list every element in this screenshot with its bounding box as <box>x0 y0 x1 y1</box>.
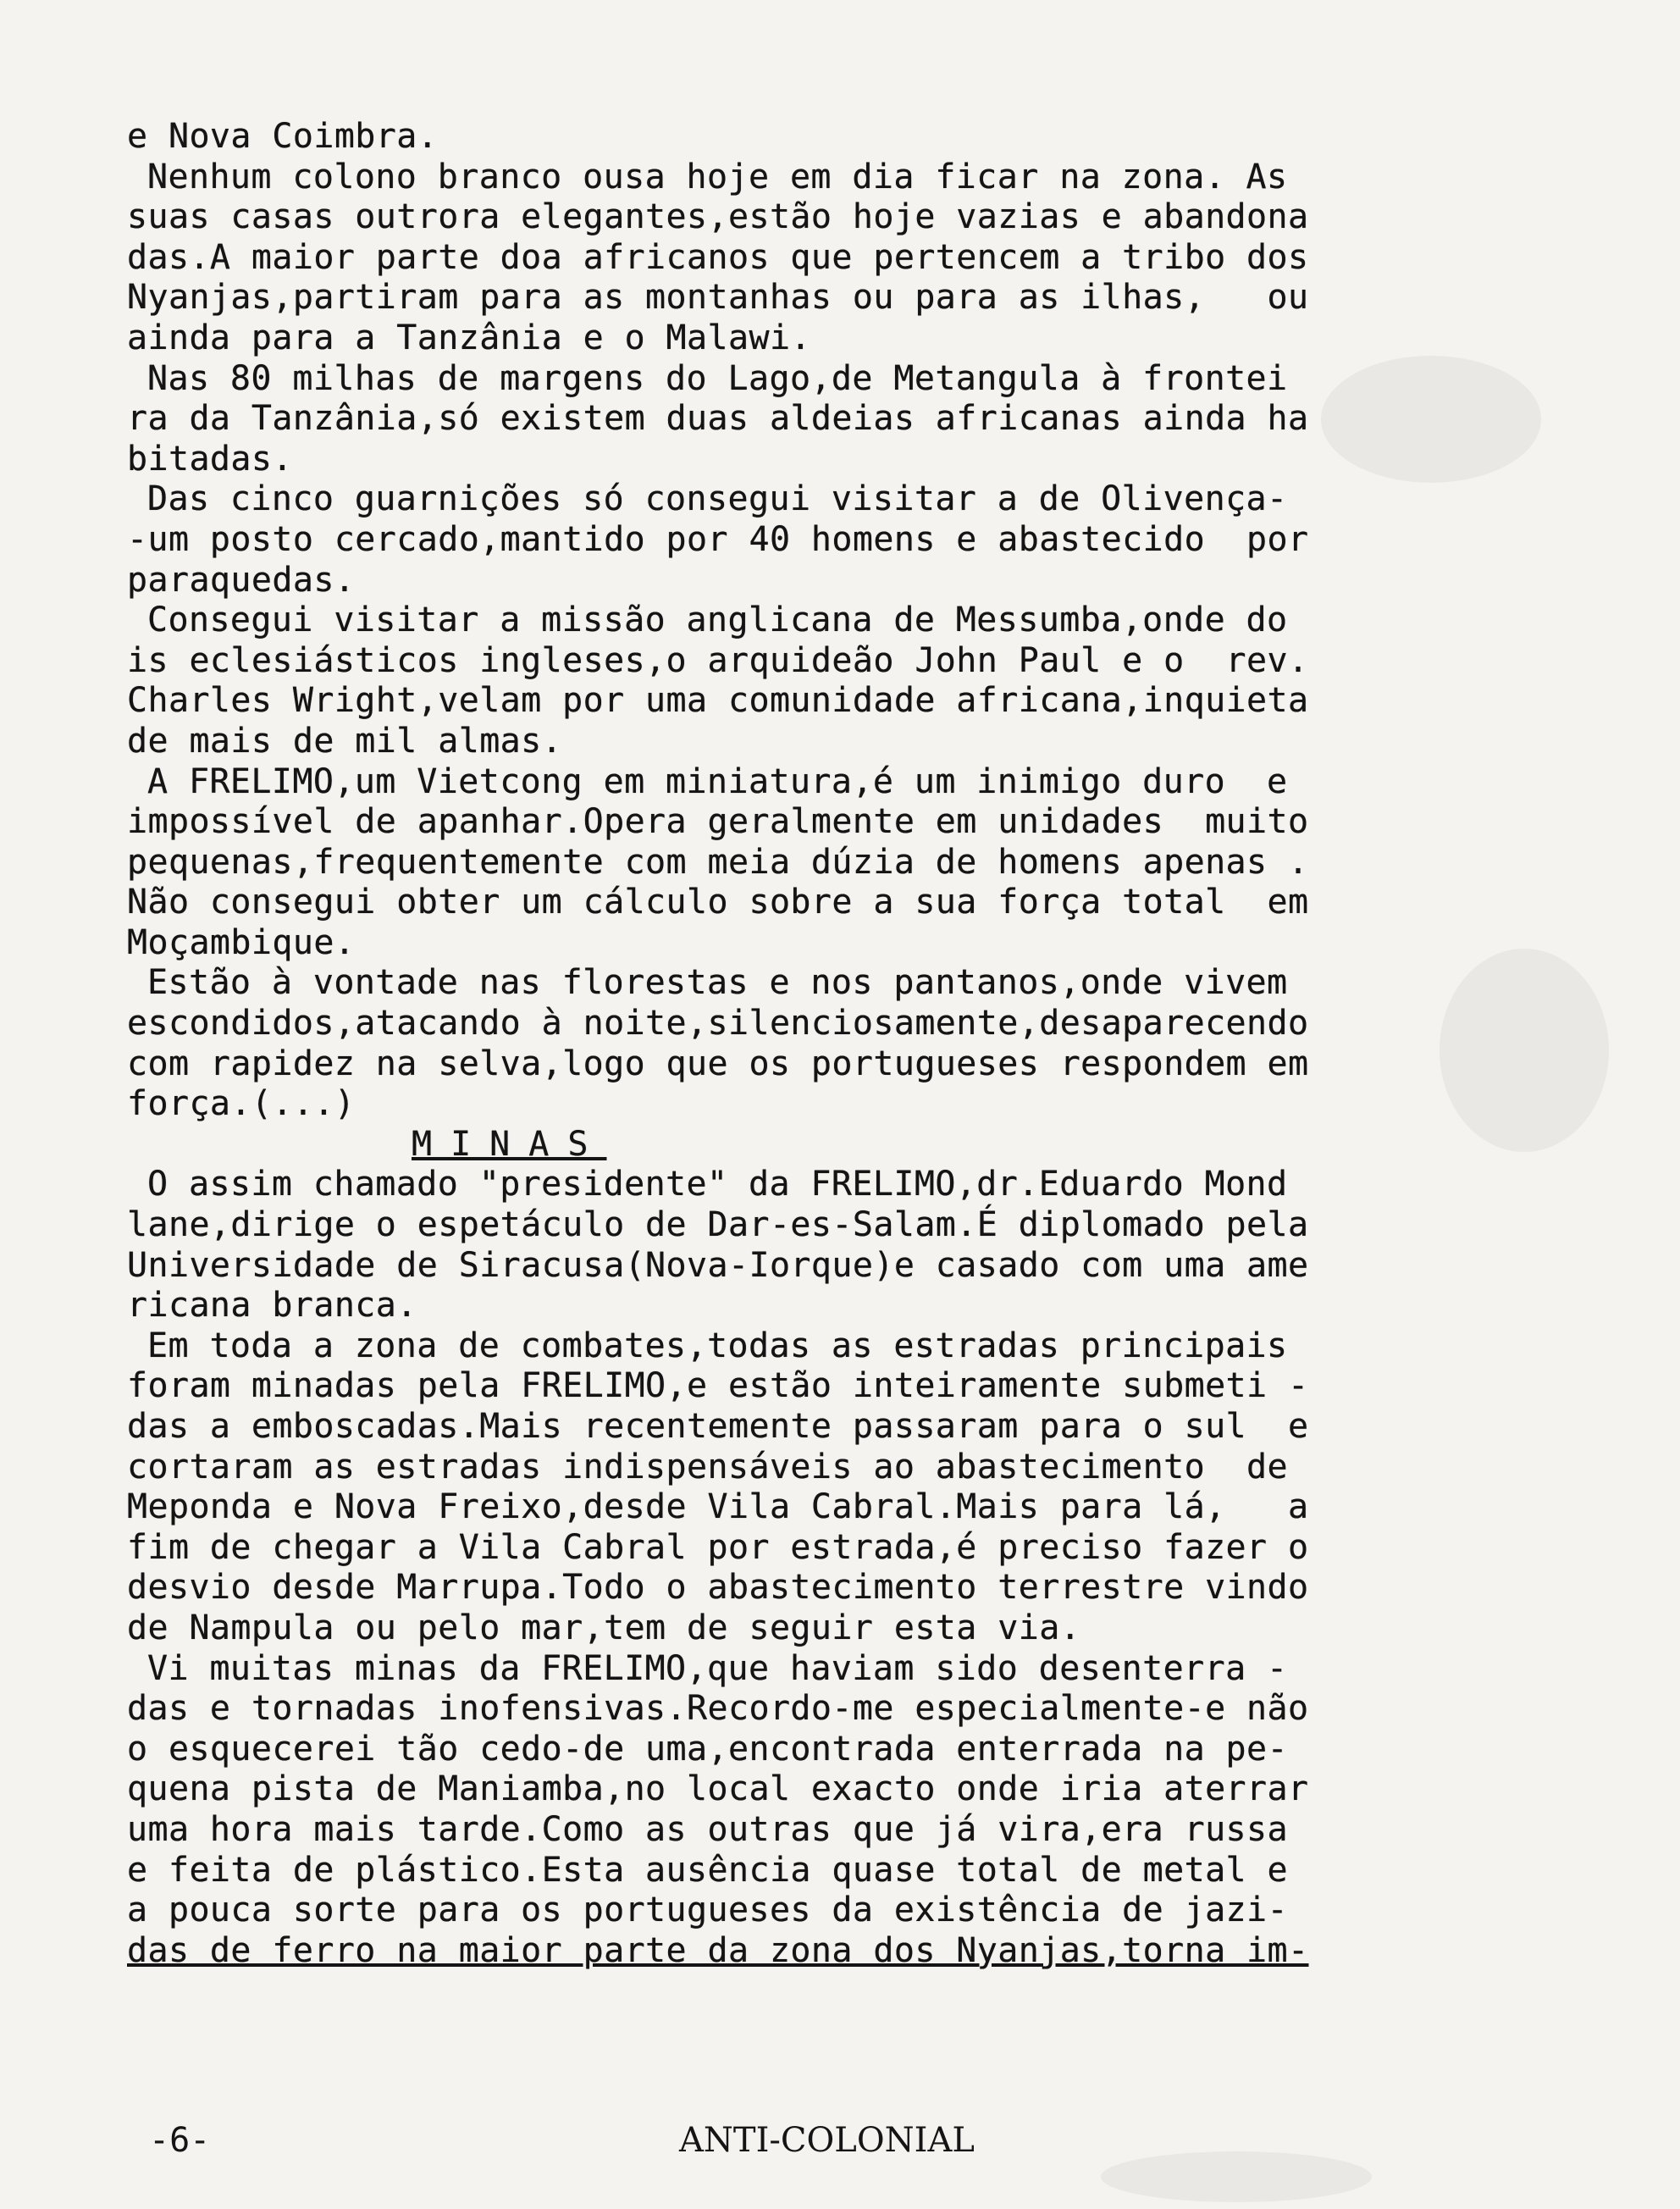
page-number: -6- <box>149 2121 211 2160</box>
text-line: Das cinco guarnições só consegui visitar a de Olivença- <box>147 479 1288 519</box>
text-line: Não consegui obter um cálculo sobre a sua força total em <box>127 883 1309 922</box>
text-line: escondidos,atacando à noite,silenciosamente,desaparecendo <box>127 1004 1309 1044</box>
text-line: A FRELIMO,um Vietcong em miniatura,é um inimigo duro e <box>147 761 1288 801</box>
page-footer <box>149 2122 1550 2159</box>
text-line: das de ferro na maior parte da zona dos Nyanjas,torna im- <box>127 1930 1309 1970</box>
text-line: fim de chegar a Vila Cabral por estrada,é preciso fazer o <box>127 1527 1309 1567</box>
text-line: lane,dirige o espetáculo de Dar-es-Salam.É diplomado pela <box>127 1205 1309 1245</box>
text-line: com rapidez na selva,logo que os portugueses respondem em <box>127 1044 1309 1083</box>
paper-stain <box>1101 2151 1372 2202</box>
text-line: Em toda a zona de combates,todas as estradas principais <box>147 1326 1288 1365</box>
text-line: O assim chamado "presidente" da FRELIMO,dr.Eduardo Mond <box>147 1165 1288 1204</box>
text-line: de Nampula ou pelo mar,tem de seguir esta via. <box>127 1608 1081 1647</box>
text-line: das a emboscadas.Mais recentemente passaram para o sul e <box>127 1407 1309 1446</box>
text-line: Universidade de Siracusa(Nova-Iorque)e casado com uma ame <box>127 1245 1309 1285</box>
text-line: ra da Tanzânia,só existem duas aldeias africanas ainda ha <box>127 399 1309 439</box>
text-line: das e tornadas inofensivas.Recordo-me especialmente-e não <box>127 1689 1309 1729</box>
text-line: Nas 80 milhas de margens do Lago,de Metangula à frontei <box>147 358 1288 398</box>
text-line: Nyanjas,partiram para as montanhas ou para as ilhas, ou <box>127 278 1309 318</box>
text-line: Vi muitas minas da FRELIMO,que haviam sido desenterra - <box>147 1648 1288 1688</box>
text-line: uma hora mais tarde.Como as outras que já vira,era russa <box>127 1809 1288 1849</box>
text-line: suas casas outrora elegantes,estão hoje vazias e abandona <box>127 197 1309 237</box>
text-line: Meponda e Nova Freixo,desde Vila Cabral.Mais para lá, a <box>127 1487 1309 1527</box>
text-line: a pouca sorte para os portugueses da existência de jazi- <box>127 1891 1288 1930</box>
text-line: desvio desde Marrupa.Todo o abastecimento terrestre vindo <box>127 1568 1309 1608</box>
text-line: o esquecerei tão cedo-de uma,encontrada enterrada na pe- <box>127 1729 1288 1769</box>
text-line: foram minadas pela FRELIMO,e estão inteiramente submeti - <box>127 1366 1309 1406</box>
text-line: Consegui visitar a missão anglicana de Messumba,onde do <box>147 601 1288 640</box>
text-line: Moçambique. <box>127 922 356 962</box>
text-line: de mais de mil almas. <box>127 721 563 761</box>
text-line: força.(...) <box>127 1084 356 1124</box>
text-line: is eclesiásticos ingleses,o arquideão John Paul e o rev. <box>127 640 1309 680</box>
text-line: impossível de apanhar.Opera geralmente em unidades muito <box>127 802 1309 842</box>
text-line: ricana branca. <box>127 1286 417 1326</box>
publication-title: ANTI-COLONIAL <box>679 2121 975 2160</box>
text-line: ainda para a Tanzânia e o Malawi. <box>127 318 811 357</box>
text-line: quena pista de Maniamba,no local exacto onde iria aterrar <box>127 1769 1309 1809</box>
text-line: pequenas,frequentemente com meia dúzia de homens apenas . <box>127 842 1309 882</box>
text-line: e Nova Coimbra. <box>127 117 439 156</box>
text-line: das.A maior parte doa africanos que pertencem a tribo dos <box>127 237 1309 277</box>
text-line: Nenhum colono branco ousa hoje em dia ficar na zona. As <box>147 157 1288 197</box>
article-body <box>127 117 1567 1971</box>
text-line: cortaram as estradas indispensáveis ao abastecimento de <box>127 1447 1288 1487</box>
text-line: paraquedas. <box>127 560 356 600</box>
text-line: bitadas. <box>127 439 293 479</box>
text-line: -um posto cercado,mantido por 40 homens e abastecido por <box>127 519 1309 559</box>
text-line: e feita de plástico.Esta ausência quase total de metal e <box>127 1850 1288 1890</box>
text-line: Charles Wright,velam por uma comunidade africana,inquieta <box>127 681 1309 721</box>
text-line: Estão à vontade nas florestas e nos pantanos,onde vivem <box>147 963 1288 1003</box>
section-heading: MINAS <box>412 1124 607 1164</box>
